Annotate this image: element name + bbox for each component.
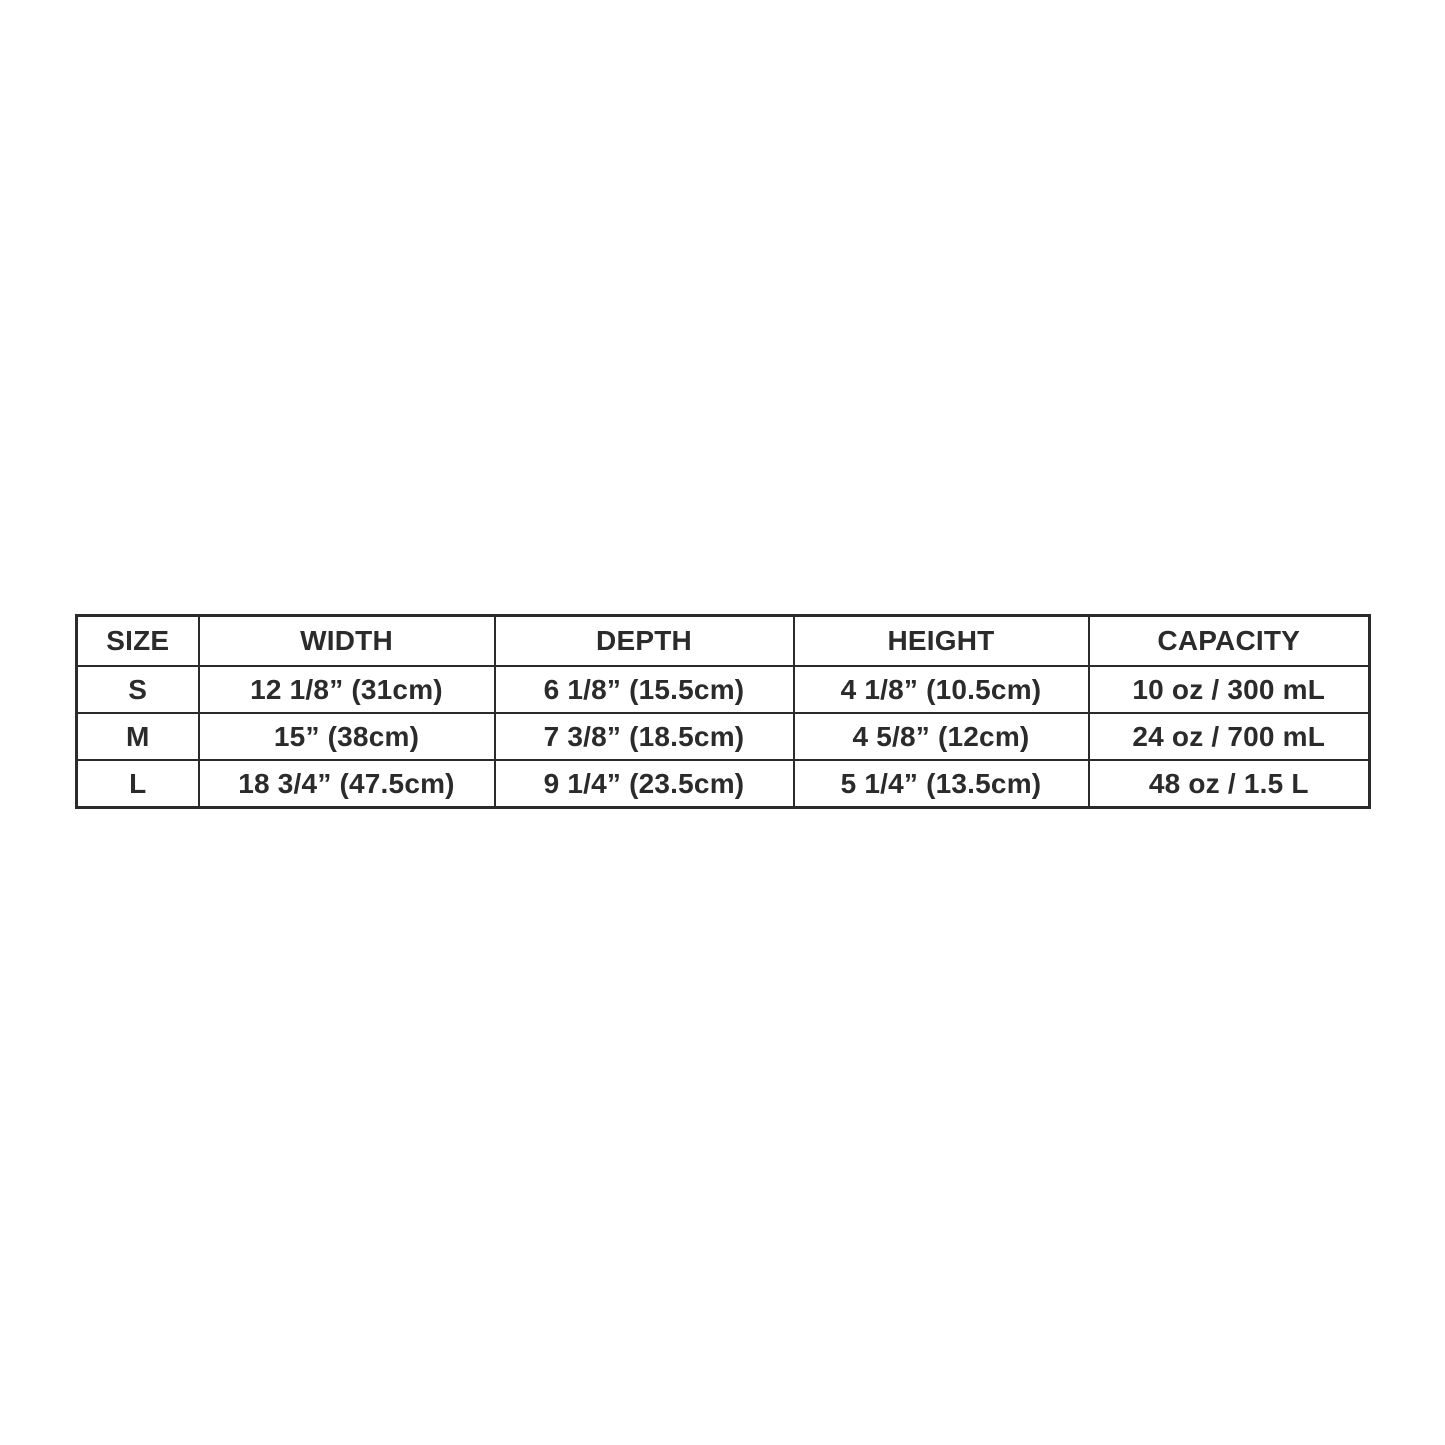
cell-depth-s: 6 1/8” (15.5cm) xyxy=(495,666,794,713)
cell-size-m: M xyxy=(77,713,199,760)
header-cell-size: SIZE xyxy=(77,616,199,667)
table-row-large xyxy=(77,760,1370,808)
cell-depth-l: 9 1/4” (23.5cm) xyxy=(495,760,794,808)
header-cell-capacity: CAPACITY xyxy=(1089,616,1370,667)
cell-width-l: 18 3/4” (47.5cm) xyxy=(199,760,495,808)
cell-width-m: 15” (38cm) xyxy=(199,713,495,760)
table-row-small xyxy=(77,666,1370,713)
cell-height-s: 4 1/8” (10.5cm) xyxy=(794,666,1089,713)
size-chart-header-row xyxy=(77,616,1370,667)
cell-size-s: S xyxy=(77,666,199,713)
header-cell-width: WIDTH xyxy=(199,616,495,667)
cell-height-l: 5 1/4” (13.5cm) xyxy=(794,760,1089,808)
cell-width-s: 12 1/8” (31cm) xyxy=(199,666,495,713)
header-cell-depth: DEPTH xyxy=(495,616,794,667)
size-chart-container xyxy=(75,614,1368,809)
size-chart-table xyxy=(75,614,1371,809)
cell-capacity-l: 48 oz / 1.5 L xyxy=(1089,760,1370,808)
table-row-medium xyxy=(77,713,1370,760)
cell-size-l: L xyxy=(77,760,199,808)
cell-capacity-m: 24 oz / 700 mL xyxy=(1089,713,1370,760)
cell-capacity-s: 10 oz / 300 mL xyxy=(1089,666,1370,713)
cell-depth-m: 7 3/8” (18.5cm) xyxy=(495,713,794,760)
header-cell-height: HEIGHT xyxy=(794,616,1089,667)
cell-height-m: 4 5/8” (12cm) xyxy=(794,713,1089,760)
